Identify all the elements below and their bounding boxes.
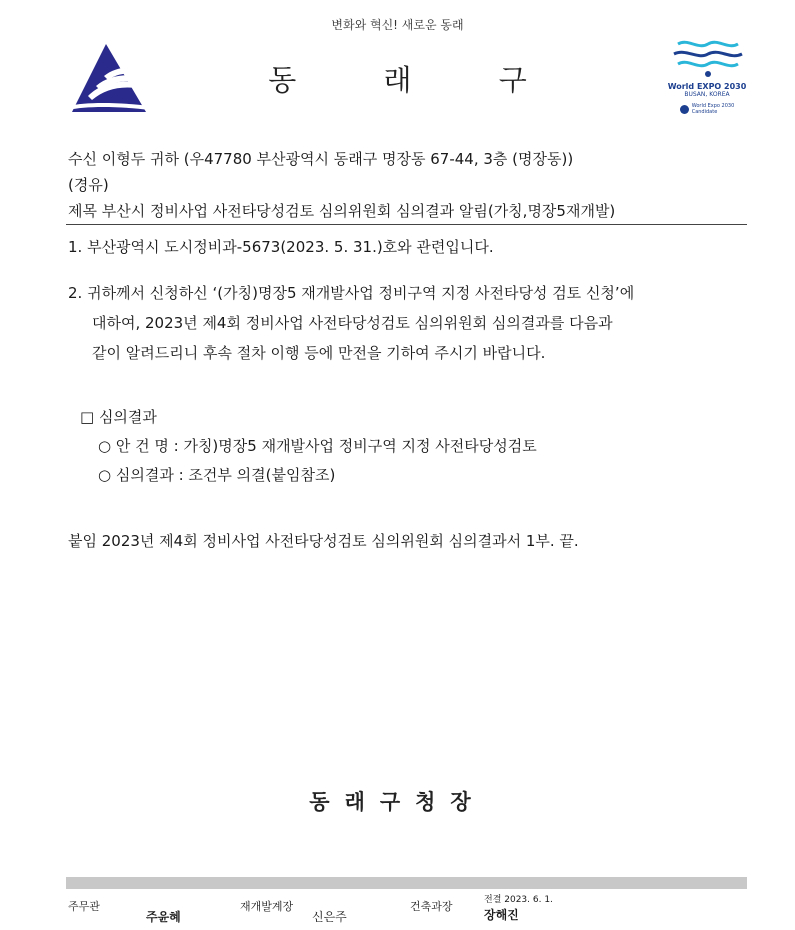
org-title-char-3: 구 [498,63,527,97]
recipient-line: 수신 이형두 귀하 (우47780 부산광역시 동래구 명장동 67-44, 3층 (명장동)) [68,150,574,168]
body-item-2-line-2: 대하여, 2023년 제4회 정비사업 사전타당성검토 심의위원회 심의결과를 다음과 [92,314,613,332]
approval-date-note: 전결 2023. 6. 1. [484,895,553,905]
attachment-line: 붙임 2023년 제4회 정비사업 사전타당성검토 심의위원회 심의결과서 1부. 끝. [68,532,579,550]
expo-line3: World Expo 2030 [691,103,735,109]
org-title-char-1: 동 [268,63,297,97]
body-item-2-line-1: 2. 귀하께서 신청하신 ‘(가칭)명장5 재개발사업 정비구역 지정 사전타당성 검토 신청’에 [68,284,635,302]
expo-wave-icon [664,36,750,78]
section-title: □ 심의결과 [80,408,157,426]
approval-name-2: 신은주 [312,910,347,924]
expo-line2: BUSAN, KOREA [684,91,730,98]
body-item-2-line-3: 같이 알려드리니 후속 절차 이행 등에 만전을 기하여 주시기 바랍니다. [92,344,546,362]
subject-line: 제목 부산시 정비사업 사전타당성검토 심의위원회 심의결과 알림(가칭,명장5재개발) [68,202,616,220]
approval-bar [66,877,747,889]
bullet-result: ○ 심의결과 : 조건부 의결(붙임참조) [98,466,336,484]
approval-role-2: 재개발계장 [240,900,294,913]
body-item-1: 1. 부산광역시 도시정비과-5673(2023. 5. 31.)호와 관련입니다. [68,238,494,256]
approval-role-1: 주무관 [68,900,100,913]
expo-badge-icon [680,105,689,114]
expo-line1: World EXPO 2030 [667,82,747,91]
bullet-agenda: ○ 안 건 명 : 가칭)명장5 재개발사업 정비구역 지정 사전타당성검토 [98,437,537,455]
world-expo-logo [664,36,750,122]
mayor-signature: 동래구청장 [309,790,486,814]
approval-name-3: 장해진 [484,908,519,922]
expo-line4: Candidate [691,109,718,115]
slogan: 변화와 혁신! 새로운 동래 [331,18,464,32]
via-line: (경유) [68,176,109,194]
org-title-char-2: 래 [383,63,412,97]
approval-role-3: 건축과장 [410,900,453,913]
subject-divider [66,224,747,225]
approval-name-1: 주윤혜 [146,910,181,924]
